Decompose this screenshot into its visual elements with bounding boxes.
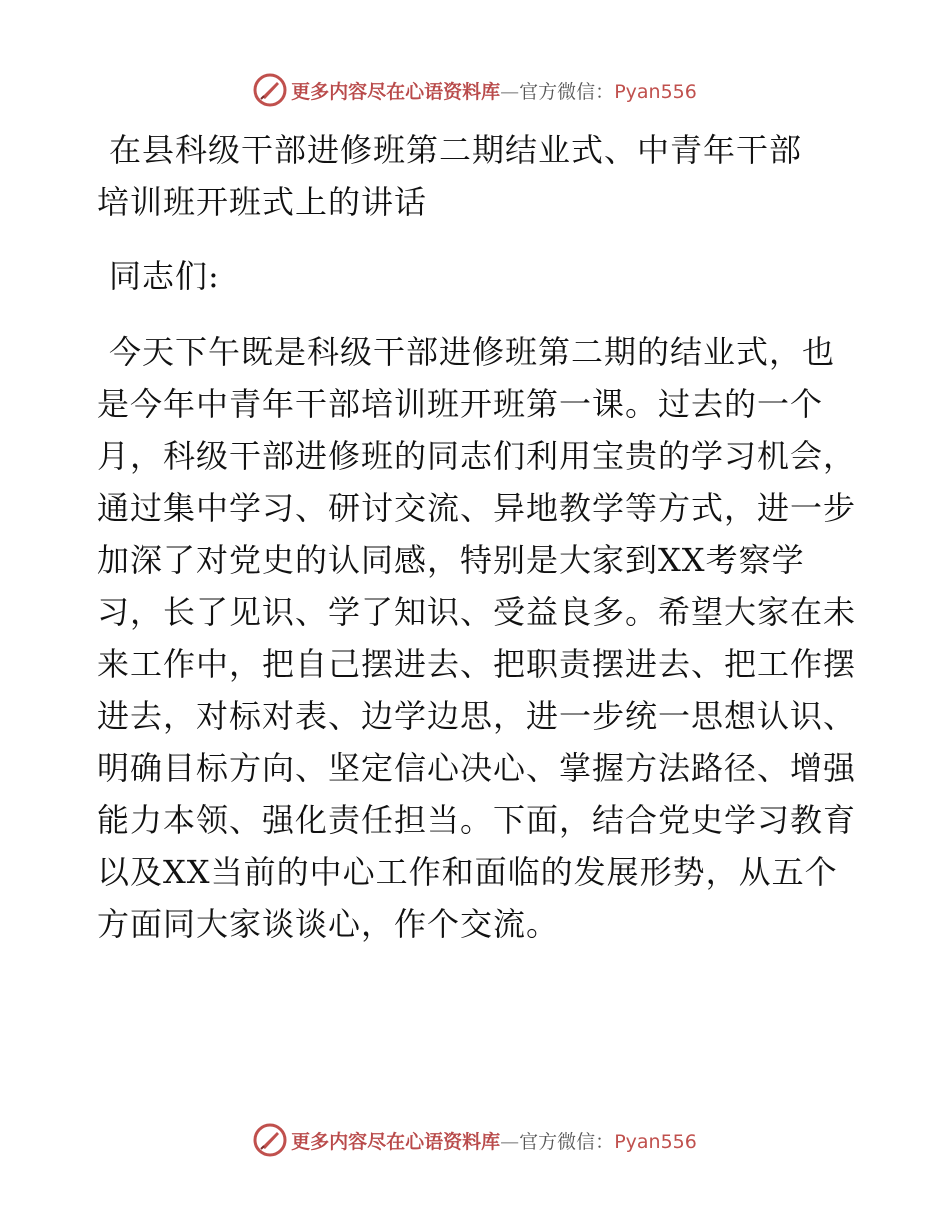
document-body: [97, 124, 857, 950]
wechat-id: Pyan556: [614, 1130, 697, 1153]
body-paragraph: 今天下午既是科级干部进修班第二期的结业式，也是今年中青年干部培训班开班第一课。过去的一个月，科级干部进修班的同志们利用宝贵的学习机会，通过集中学习、研讨交流、异地教学等方式，进一步加深了对党史的认同感，特别是大家到XX考察学习，长了见识、学了知识、受益良多。希望大家在未来工作中，把自己摆进去、把职责摆进去、把工作摆进去，对标对表、边学边思，进一步统一思想认识、明确目标方向、坚定信心决心、掌握方法路径、增强能力本领、强化责任担当。下面，结合党史学习教育以及XX当前的中心工作和面临的发展形势，从五个方面同大家谈谈心，作个交流。: [97, 333, 857, 943]
page-title: [97, 124, 857, 228]
banner-text: [291, 77, 697, 104]
banner-lead: 更多内容尽在心语资料库: [291, 1130, 501, 1153]
title-line-2: 培训班开班式上的讲话: [97, 183, 428, 221]
banner-text: [291, 1127, 697, 1154]
quill-seal-icon: [253, 73, 287, 107]
greeting: 同志们:: [109, 257, 220, 295]
banner-lead: 更多内容尽在心语资料库: [291, 80, 501, 103]
banner-dash: —: [500, 80, 520, 103]
header-banner: [0, 70, 950, 110]
footer-banner: [0, 1120, 950, 1160]
wechat-id: Pyan556: [614, 80, 697, 103]
wechat-label: 官方微信：: [519, 80, 615, 103]
banner-dash: —: [500, 1130, 520, 1153]
wechat-label: 官方微信：: [519, 1130, 615, 1153]
quill-seal-icon: [253, 1123, 287, 1157]
title-line-1: 在县科级干部进修班第二期结业式、中青年干部: [109, 131, 803, 169]
